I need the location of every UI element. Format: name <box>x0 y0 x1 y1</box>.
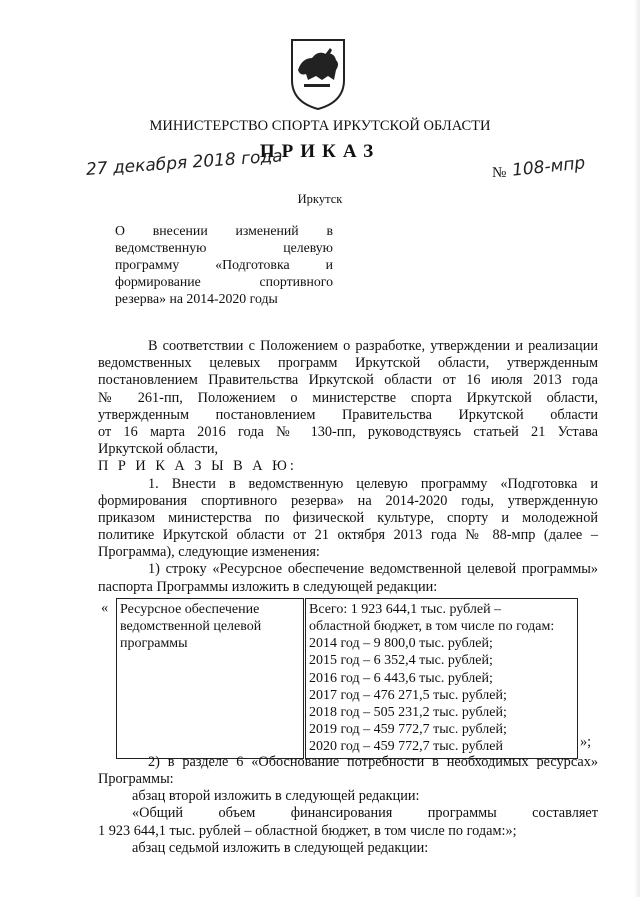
order-keyword: П Р И К А З Ы В А Ю: <box>98 458 297 475</box>
cell-line: 2015 год – 6 352,4 тыс. рублей; <box>309 653 493 669</box>
document-type-title: ПРИКАЗ <box>259 141 381 162</box>
item1-line: 1. Внести в ведомственную целевую программу «Подготовка и <box>148 475 598 492</box>
number-sign: № <box>492 165 507 181</box>
sub2-line: Программы: <box>98 771 174 787</box>
paragraph-seventh: абзац седьмой изложить в следующей редакции: <box>132 839 429 856</box>
subject-line: формирование спортивного <box>115 274 333 289</box>
document-body <box>98 338 598 857</box>
item1-line: политике Иркутской области от 21 октября 2013 года № 88-мпр (далее – <box>98 527 598 544</box>
ministry-name: МИНИСТЕРСТВО СПОРТА ИРКУТСКОЙ ОБЛАСТИ <box>149 118 491 134</box>
intro-line: № 261-пп, Положением о министерстве спорта Иркутской области, <box>98 389 598 406</box>
paragraph-second: абзац второй изложить в следующей редакции: <box>132 788 420 805</box>
table-row <box>117 598 578 758</box>
open-quote: « <box>101 599 109 616</box>
resource-table <box>116 598 578 759</box>
sub1-line: паспорта Программы изложить в следующей редакции: <box>98 578 438 595</box>
order-subject <box>115 222 333 307</box>
intro-line: В соответствии с Положением о разработке, утверждении и реализации <box>148 338 598 354</box>
item1-line: приказом министерства по физической культуре, спорту и молодежной <box>98 509 598 526</box>
quote-line: 1 923 644,1 тыс. рублей – областной бюджет, в том числе по годам:»; <box>98 822 517 839</box>
intro-line: утвержденным постановлением Правительства Иркутской области <box>98 406 598 423</box>
cell-line: 2020 год – 459 772,7 тыс. рублей <box>309 739 503 755</box>
item1-line: формирования спортивного резерва» на 2014-2020 годы, утвержденную <box>98 492 598 509</box>
cell-line: Ресурсное обеспечение <box>120 601 260 617</box>
intro-line: от 16 марта 2016 года № 130-пп, руководствуясь статьей 21 Устава <box>98 423 598 440</box>
coat-of-arms-emblem <box>288 36 348 112</box>
quote-line: «Общий объем финансирования программы составляет <box>132 805 598 822</box>
close-quote: »; <box>580 733 592 750</box>
cell-line: 2014 год – 9 800,0 тыс. рублей; <box>309 636 493 652</box>
subject-line: О внесении изменений в <box>115 223 333 238</box>
item1-line: Программа), следующие изменения: <box>98 544 320 561</box>
cell-line: 2019 год – 459 772,7 тыс. рублей; <box>309 722 507 738</box>
subject-line: программу «Подготовка и <box>115 257 333 272</box>
cell-line: 2016 год – 6 443,6 тыс. рублей; <box>309 670 493 686</box>
handwritten-order-number: 108-мпр <box>511 153 587 181</box>
intro-line: ведомственных целевых программ Иркутской области, утвержденным <box>98 355 598 372</box>
subject-line: резерва» на 2014-2020 годы <box>115 291 278 306</box>
intro-line: постановлением Правительства Иркутской области от 16 июля 2013 года <box>98 372 598 389</box>
cell-line: 2018 год – 505 231,2 тыс. рублей; <box>309 705 507 721</box>
cell-line: Всего: 1 923 644,1 тыс. рублей – <box>309 601 502 617</box>
city-name: Иркутск <box>297 192 343 206</box>
cell-line: областной бюджет, в том числе по годам: <box>309 619 555 635</box>
subject-line: ведомственную целевую <box>115 240 333 255</box>
sub1-line: 1) строку «Ресурсное обеспечение ведомственной целевой программы» <box>148 561 598 578</box>
table-cell-label <box>117 598 305 758</box>
handwritten-date: 27 декабря 2018 года <box>85 146 284 180</box>
table-cell-value <box>305 598 578 758</box>
resource-table-block <box>98 598 598 754</box>
cell-line: ведомственной целевой <box>120 619 262 635</box>
cell-line: 2017 год – 476 271,5 тыс. рублей; <box>309 687 507 703</box>
sub2-line: 2) в разделе 6 «Обоснование потребности в необходимых ресурсах» <box>148 753 598 770</box>
intro-line: Иркутской области, <box>98 441 219 458</box>
scan-edge-shadow <box>634 0 640 897</box>
cell-line: программы <box>120 636 188 652</box>
